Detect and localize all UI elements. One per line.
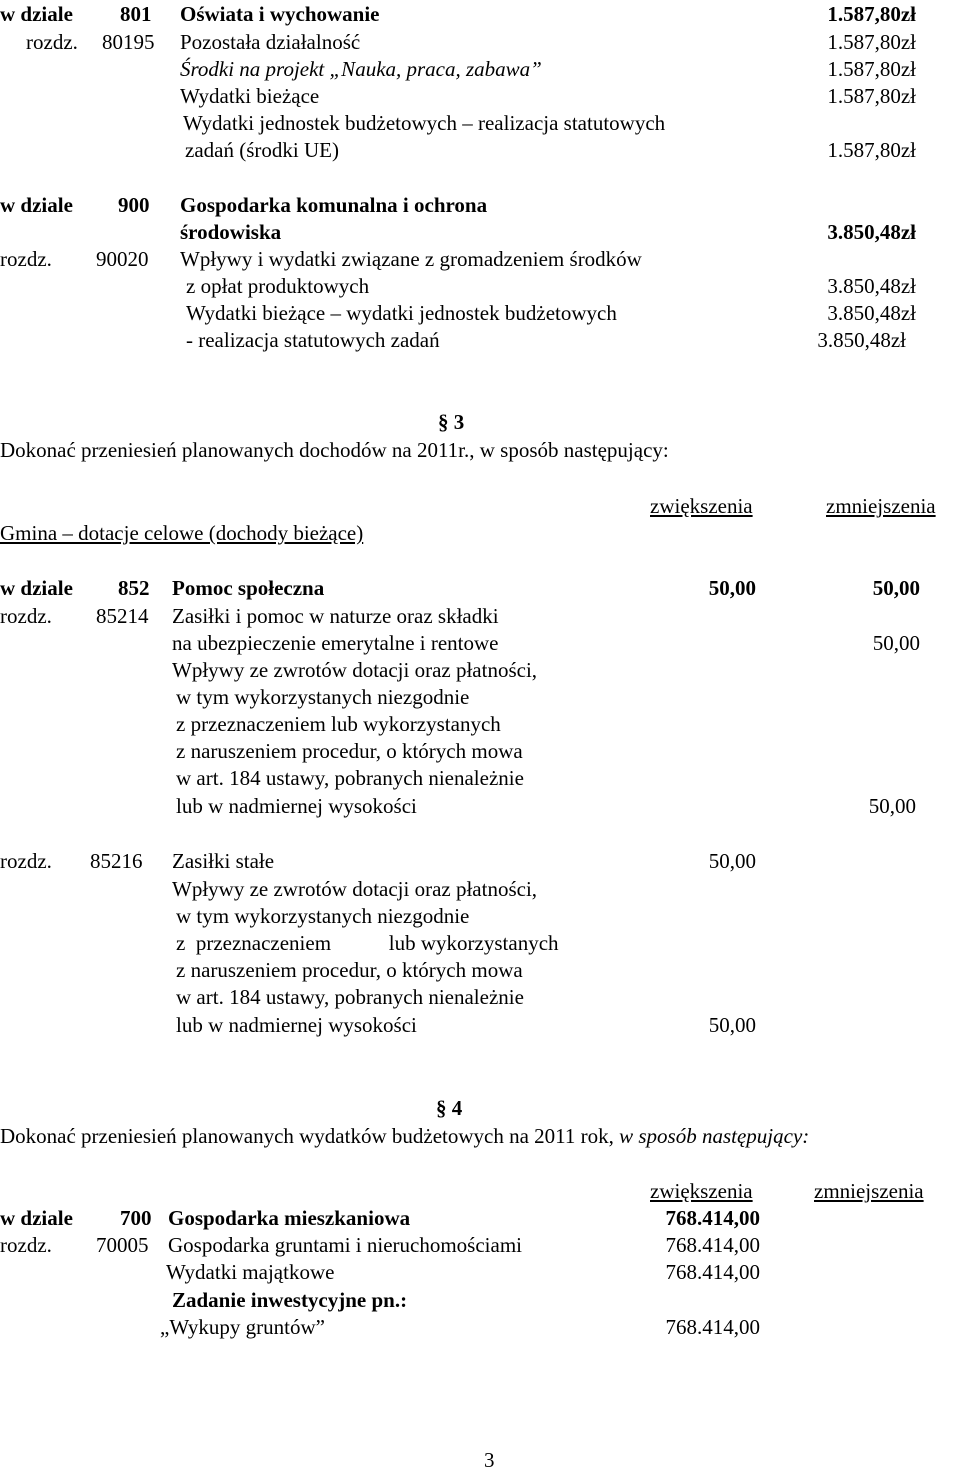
dzial-801-amount: 1.587,80zł [827, 2, 916, 26]
dzial-801-name: Oświata i wychowanie [180, 2, 380, 26]
dzial-852-number: 852 [118, 576, 150, 600]
dzial-900-number: 900 [118, 193, 150, 217]
rozdz-85214-line1: Zasiłki i pomoc w naturze oraz składki [172, 604, 499, 628]
wydatki-jednostek-line1: Wydatki jednostek budżetowych – realizacja statutowych [183, 111, 666, 135]
realizacja-zadan: - realizacja statutowych zadań [186, 328, 440, 352]
wykupy-gruntow: „Wykupy gruntów” [160, 1315, 325, 1339]
col-zmniejszenia: zmniejszenia [826, 494, 936, 518]
rozdz-90020-prefix: rozdz. [0, 247, 52, 271]
dzial-700-number: 700 [120, 1206, 152, 1230]
section-3-intro: Dokonać przeniesień planowanych dochodów na 2011r., w sposób następujący: [0, 438, 669, 462]
dzial-852-decrease: 50,00 [872, 576, 920, 600]
dzial-801-prefix: w dziale [0, 2, 73, 26]
wplywy-2-line: w tym wykorzystanych niezgodnie [176, 904, 470, 928]
dzial-700-prefix: w dziale [0, 1206, 73, 1230]
wplywy-2-line: Wpływy ze zwrotów dotacji oraz płatności, [172, 877, 538, 901]
wplywy-1-line: Wpływy ze zwrotów dotacji oraz płatności, [172, 658, 538, 682]
section-4-intro-italic: w sposób następujący: [619, 1124, 810, 1148]
realizacja-zadan-amount: 3.850,48zł [817, 328, 906, 352]
dzial-700-name: Gospodarka mieszkaniowa [168, 1206, 411, 1230]
col-zmniejszenia-4: zmniejszenia [814, 1179, 924, 1203]
dzial-900-prefix: w dziale [0, 193, 73, 217]
wplywy-1-line: w art. 184 ustawy, pobranych nienależnie [176, 766, 524, 790]
zadanie-inwestycyjne: Zadanie inwestycyjne pn.: [172, 1288, 408, 1312]
section-4-mark: § 4 [436, 1096, 463, 1120]
rozdz-85214-prefix: rozdz. [0, 604, 52, 628]
dzial-900-name-line2: środowiska [180, 220, 282, 244]
rozdz-90020-line1: Wpływy i wydatki związane z gromadzeniem środków [180, 247, 642, 271]
section-4-intro-text: Dokonać przeniesień planowanych wydatków budżetowych na 2011 rok, [0, 1124, 620, 1148]
rozdz-70005-number: 70005 [96, 1233, 149, 1257]
wydatki-biezace-jednostek: Wydatki bieżące – wydatki jednostek budżetowych [186, 301, 617, 325]
rozdz-70005-amount: 768.414,00 [665, 1233, 760, 1257]
rozdz-85216-amount: 50,00 [708, 849, 756, 873]
rozdz-85214-number: 85214 [96, 604, 149, 628]
wydatki-biezace-jednostek-amount: 3.850,48zł [827, 301, 916, 325]
rozdz-80195-prefix: rozdz. [26, 30, 78, 54]
wplywy-1-line: z przeznaczeniem lub wykorzystanych [176, 712, 501, 736]
rozdz-70005-prefix: rozdz. [0, 1233, 52, 1257]
rozdz-90020-number: 90020 [96, 247, 149, 271]
rozdz-80195-name: Pozostała działalność [180, 30, 361, 54]
dzial-700-amount: 768.414,00 [665, 1206, 760, 1230]
section-4-intro [0, 1124, 809, 1148]
wplywy-1-line: lub w nadmiernej wysokości [176, 794, 417, 818]
projekt-amount: 1.587,80zł [827, 57, 916, 81]
rozdz-90020-amount: 3.850,48zł [827, 274, 916, 298]
rozdz-85214-amount: 50,00 [872, 631, 920, 655]
wplywy-2-line: w art. 184 ustawy, pobranych nienależnie [176, 985, 524, 1009]
page-number: 3 [484, 1448, 495, 1472]
wykupy-gruntow-amount: 768.414,00 [665, 1315, 760, 1339]
col-zwiekszenia-4: zwiększenia [650, 1179, 753, 1203]
wydatki-biezace-label: Wydatki bieżące [180, 84, 320, 108]
gmina-dotacje-heading: Gmina – dotacje celowe (dochody bieżące) [0, 521, 364, 545]
rozdz-85216-prefix: rozdz. [0, 849, 52, 873]
wydatki-biezace-amount: 1.587,80zł [827, 84, 916, 108]
wydatki-jednostek-line2: zadań (środki UE) [185, 138, 339, 162]
wplywy-1-line: z naruszeniem procedur, o których mowa [176, 739, 523, 763]
wplywy-2-amount: 50,00 [708, 1013, 756, 1037]
rozdz-80195-number: 80195 [102, 30, 155, 54]
wplywy-2-line: z naruszeniem procedur, o których mowa [176, 958, 523, 982]
col-zwiekszenia: zwiększenia [650, 494, 753, 518]
projekt-name: Środki na projekt „Nauka, praca, zabawa” [180, 57, 542, 81]
rozdz-80195-amount: 1.587,80zł [827, 30, 916, 54]
rozdz-85216-number: 85216 [90, 849, 143, 873]
rozdz-85216-name: Zasiłki stałe [172, 849, 275, 873]
wydatki-majatkowe-amount: 768.414,00 [665, 1260, 760, 1284]
wplywy-1-amount: 50,00 [868, 794, 916, 818]
wplywy-2-line: lub w nadmiernej wysokości [176, 1013, 417, 1037]
dzial-801-number: 801 [120, 2, 152, 26]
wydatki-jednostek-amount: 1.587,80zł [827, 138, 916, 162]
rozdz-90020-line2: z opłat produktowych [186, 274, 370, 298]
dzial-900-name-line1: Gospodarka komunalna i ochrona [180, 193, 488, 217]
section-3-mark: § 3 [438, 410, 465, 434]
rozdz-85214-line2: na ubezpieczenie emerytalne i rentowe [172, 631, 499, 655]
wplywy-2-line: z przeznaczeniem lub wykorzystanych [176, 931, 559, 955]
dzial-852-name: Pomoc społeczna [172, 576, 325, 600]
dzial-900-amount: 3.850,48zł [827, 220, 916, 244]
wplywy-1-line: w tym wykorzystanych niezgodnie [176, 685, 470, 709]
wydatki-majatkowe-label: Wydatki majątkowe [166, 1260, 335, 1284]
dzial-852-increase: 50,00 [708, 576, 756, 600]
dzial-852-prefix: w dziale [0, 576, 73, 600]
rozdz-70005-name: Gospodarka gruntami i nieruchomościami [168, 1233, 522, 1257]
